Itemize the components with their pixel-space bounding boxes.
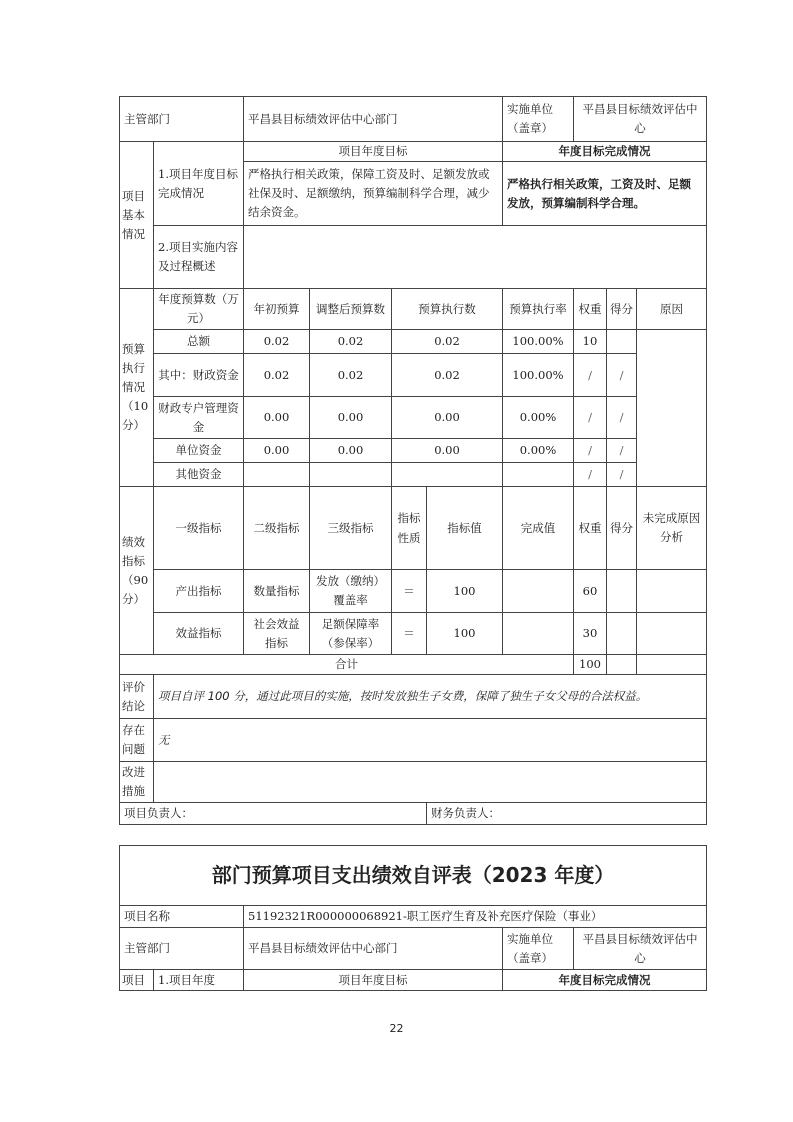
- perf-col-level3: 三级指标: [310, 487, 392, 570]
- perf-row-score: [607, 570, 637, 613]
- item2-row: [120, 226, 707, 289]
- budget-row-weight: /: [574, 397, 607, 439]
- budget-col-category: 年度预算数（万元）: [154, 289, 244, 330]
- budget-row-executed: 0.00: [392, 397, 503, 439]
- self-evaluation-table-next: [119, 845, 707, 991]
- impl-label-line2: （盖章）: [507, 950, 553, 965]
- total-label: 合计: [120, 655, 574, 675]
- budget-col-executed: 预算执行数: [392, 289, 503, 330]
- budget-row-score: /: [607, 354, 637, 397]
- project-name-value: 51192321R000000068921-职工医疗生育及补充医疗保险（事业）: [244, 906, 707, 928]
- form-title: 部门预算项目支出绩效自评表（2023 年度）: [120, 846, 707, 906]
- perf-col-level1: 一级指标: [154, 487, 244, 570]
- perf-row-reason: [637, 570, 707, 613]
- dept-value: 平昌县目标绩效评估中心部门: [244, 928, 503, 970]
- budget-row: [120, 439, 707, 463]
- budget-row-name: 总额: [154, 330, 244, 354]
- perf-row-weight: 30: [574, 613, 607, 655]
- perf-section-label: 绩效指标（90分）: [120, 487, 154, 655]
- project-lead-label: 项目负责人：: [120, 803, 427, 825]
- budget-row-executed: 0.02: [392, 354, 503, 397]
- budget-row-weight: /: [574, 354, 607, 397]
- budget-row: [120, 354, 707, 397]
- budget-row-adjusted: 0.00: [310, 439, 392, 463]
- signature-row: [120, 803, 707, 825]
- budget-row-initial: 0.00: [244, 397, 310, 439]
- finance-lead-label: 财务负责人：: [427, 803, 707, 825]
- project-name-row: [120, 906, 707, 928]
- dept-row: [120, 928, 707, 970]
- budget-reason: [637, 330, 707, 487]
- perf-row-reason: [637, 613, 707, 655]
- perf-row-level2: 社会效益指标: [244, 613, 310, 655]
- problems-label: 存在问题: [120, 719, 154, 762]
- budget-row-executed: 0.00: [392, 439, 503, 463]
- impl-label-line1: 实施单位: [507, 931, 553, 946]
- completion-header: 年度目标完成情况: [503, 142, 707, 162]
- goal-text: 严格执行相关政策，保障工资及时、足额发放或社保及时、足额缴纳，预算编制科学合理，减少结余资金。: [244, 162, 503, 226]
- perf-row-level1: 产出指标: [154, 570, 244, 613]
- perf-row-level3: 发放（缴纳）覆盖率: [310, 570, 392, 613]
- budget-row-rate: 0.00%: [503, 397, 574, 439]
- goal-header: 项目年度目标: [244, 142, 503, 162]
- perf-row-target: 100: [427, 613, 503, 655]
- total-reason: [637, 655, 707, 675]
- budget-row-name: 单位资金: [154, 439, 244, 463]
- budget-row-rate: 0.00%: [503, 439, 574, 463]
- budget-row-executed: 0.02: [392, 330, 503, 354]
- budget-row: [120, 330, 707, 354]
- total-row: [120, 655, 707, 675]
- budget-row-name: 其中：财政资金: [154, 354, 244, 397]
- basic-section-label: 项目基本情况: [120, 142, 154, 289]
- completion-text: 严格执行相关政策，工资及时、足额发放，预算编制科学合理。: [503, 162, 707, 226]
- budget-row-rate: 100.00%: [503, 330, 574, 354]
- improvements-label: 改进措施: [120, 762, 154, 803]
- budget-col-adjusted: 调整后预算数: [310, 289, 392, 330]
- goal-header-row: [120, 970, 707, 991]
- budget-col-weight: 权重: [574, 289, 607, 330]
- budget-row-score: [607, 330, 637, 354]
- budget-row-weight: /: [574, 463, 607, 487]
- budget-row-initial: 0.02: [244, 330, 310, 354]
- perf-row-level3: 足额保障率（参保率）: [310, 613, 392, 655]
- perf-col-weight: 权重: [574, 487, 607, 570]
- title-row: [120, 846, 707, 906]
- improvements-text: [154, 762, 707, 803]
- self-evaluation-table-continued: [119, 96, 707, 825]
- budget-row-executed: [392, 463, 503, 487]
- budget-row-score: /: [607, 439, 637, 463]
- perf-row-actual: [503, 613, 574, 655]
- item2-label: 2.项目实施内容及过程概述: [154, 226, 244, 289]
- goal-header-row: [120, 142, 707, 162]
- item1-label: 1.项目年度: [154, 970, 244, 991]
- budget-section-label: 预算执行情况（10分）: [120, 289, 154, 487]
- perf-row-target: 100: [427, 570, 503, 613]
- page-number: 22: [389, 1022, 404, 1035]
- budget-col-initial: 年初预算: [244, 289, 310, 330]
- budget-row-rate: 100.00%: [503, 354, 574, 397]
- budget-row: [120, 463, 707, 487]
- impl-unit-label: [503, 928, 574, 970]
- impl-unit-value: 平昌县目标绩效评估中心: [574, 928, 707, 970]
- budget-row-score: /: [607, 463, 637, 487]
- budget-row-adjusted: 0.02: [310, 354, 392, 397]
- problems-row: [120, 719, 707, 762]
- total-score: [607, 655, 637, 675]
- perf-row: [120, 570, 707, 613]
- completion-header: 年度目标完成情况: [503, 970, 707, 991]
- impl-label-line2: （盖章）: [507, 121, 553, 135]
- budget-col-score: 得分: [607, 289, 637, 330]
- perf-col-actual: 完成值: [503, 487, 574, 570]
- conclusion-text: 项目自评 100 分，通过此项目的实施，按时发放独生子女费，保障了独生子女父母的合法权益。: [154, 675, 707, 719]
- budget-row-initial: [244, 463, 310, 487]
- goal-header: 项目年度目标: [244, 970, 503, 991]
- project-row-label: 项目: [120, 970, 154, 991]
- item1-label: 1.项目年度目标完成情况: [154, 142, 244, 226]
- improvements-row: [120, 762, 707, 803]
- conclusion-row: [120, 675, 707, 719]
- perf-col-score: 得分: [607, 487, 637, 570]
- budget-row-initial: 0.00: [244, 439, 310, 463]
- impl-unit-label: [503, 97, 574, 142]
- budget-row-adjusted: 0.02: [310, 330, 392, 354]
- item2-value: [244, 226, 707, 289]
- dept-value: 平昌县目标绩效评估中心部门: [244, 97, 503, 142]
- budget-row-name: 其他资金: [154, 463, 244, 487]
- conclusion-label: 评价结论: [120, 675, 154, 719]
- perf-row-nature: ＝: [392, 613, 427, 655]
- budget-col-rate: 预算执行率: [503, 289, 574, 330]
- budget-row-weight: 10: [574, 330, 607, 354]
- perf-col-nature: 指标性质: [392, 487, 427, 570]
- perf-row-nature: ＝: [392, 570, 427, 613]
- perf-col-level2: 二级指标: [244, 487, 310, 570]
- impl-label-line1: 实施单位: [507, 102, 553, 116]
- perf-col-reason: 未完成原因分析: [637, 487, 707, 570]
- budget-row-rate: [503, 463, 574, 487]
- budget-row-adjusted: [310, 463, 392, 487]
- perf-row-actual: [503, 570, 574, 613]
- project-name-label: 项目名称: [120, 906, 244, 928]
- budget-row-score: /: [607, 397, 637, 439]
- budget-row-initial: 0.02: [244, 354, 310, 397]
- dept-row: [120, 97, 707, 142]
- problems-text: 无: [154, 719, 707, 762]
- perf-row-level2: 数量指标: [244, 570, 310, 613]
- dept-label: 主管部门: [120, 928, 244, 970]
- dept-label: 主管部门: [120, 97, 244, 142]
- perf-row-level1: 效益指标: [154, 613, 244, 655]
- impl-unit-value: 平昌县目标绩效评估中心: [574, 97, 707, 142]
- budget-row-name: 财政专户管理资金: [154, 397, 244, 439]
- budget-row-weight: /: [574, 439, 607, 463]
- perf-header-row: [120, 487, 707, 570]
- total-weight: 100: [574, 655, 607, 675]
- budget-row: [120, 397, 707, 439]
- budget-col-reason: 原因: [637, 289, 707, 330]
- perf-row: [120, 613, 707, 655]
- perf-col-target: 指标值: [427, 487, 503, 570]
- perf-row-score: [607, 613, 637, 655]
- perf-row-weight: 60: [574, 570, 607, 613]
- budget-row-adjusted: 0.00: [310, 397, 392, 439]
- budget-header-row: [120, 289, 707, 330]
